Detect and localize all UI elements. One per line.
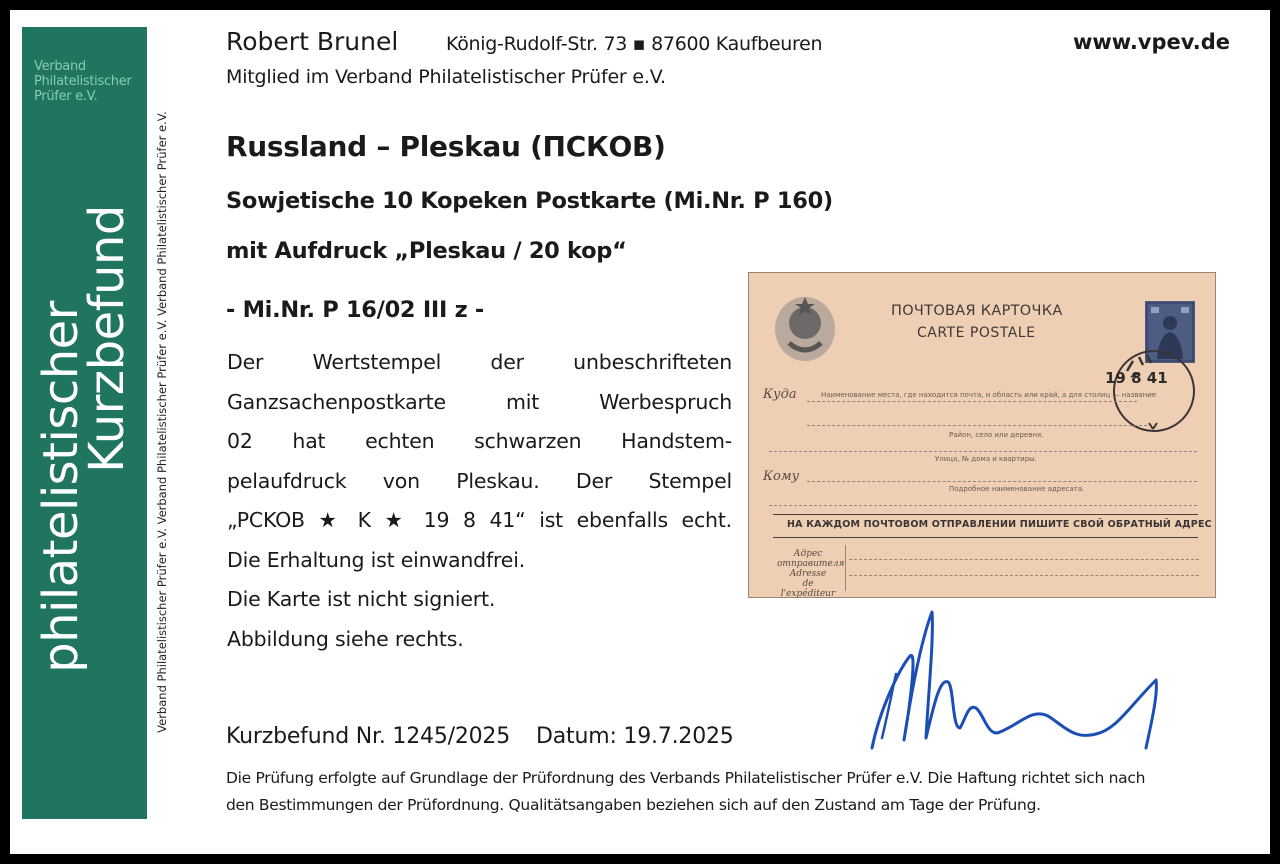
address-line (807, 481, 1197, 482)
return-address-notice (773, 514, 1212, 538)
postcard-subtitle: CARTE POSTALE (917, 325, 1036, 341)
sender-divider (845, 545, 846, 591)
vertical-title-line-1: philatelistischer (33, 301, 89, 673)
membership-line: Mitglied im Verband Philatelistischer Prüfer e.V. (226, 66, 666, 88)
address-hint: Подробное наименование адресата. (949, 485, 1085, 493)
catalog-number: - Mi.Nr. P 16/02 III z - (226, 297, 484, 323)
body-line: Ganzsachenpostkarte mit Werbespruch (227, 389, 732, 414)
vpev-logo (34, 59, 131, 104)
vertical-association-strip: Verband Philatelistischer Prüfer e.V. Verband Philatelistischer Prüfer e.V. Verband Philatelistischer Prüfer e.V. (155, 111, 169, 733)
body-line: „PCKOB ★ K ★ 19 8 41“ ist ebenfalls echt. (227, 508, 732, 532)
examiner-address: König-Rudolf-Str. 73 ▪ 87600 Kaufbeuren (446, 33, 823, 55)
body-line: pelaufdruck von Pleskau. Der Stempel (227, 468, 732, 493)
body-line: 02 hat echten schwarzen Handstem- (227, 429, 732, 453)
sender-label-line: Адрес (793, 549, 823, 559)
notice-text: НА КАЖДОМ ПОЧТОВОМ ОТПРАВЛЕНИИ ПИШИТЕ СВОЙ ОБРАТНЫЙ АДРЕС (787, 519, 1212, 530)
address-line (769, 505, 1197, 506)
body-line: Die Erhaltung ist einwandfrei. (227, 547, 526, 572)
certificate-body (227, 343, 732, 659)
address-line (807, 425, 1147, 426)
subtitle-line: Sowjetische 10 Kopeken Postkarte (Mi.Nr. P 160) (226, 188, 833, 214)
label-whom: Кому (763, 469, 800, 484)
logo-line: Prüfer e.V. (34, 89, 98, 104)
label-to: Куда (763, 387, 797, 402)
examiner-name: Robert Brunel (226, 27, 399, 56)
body-line: Die Karte ist nicht signiert. (227, 587, 496, 611)
body-line: Der Wertstempel der unbeschrifteten (227, 350, 732, 374)
sender-line (849, 559, 1199, 560)
disclaimer-line: Die Prüfung erfolgte auf Grundlage der Prüfordnung des Verbands Philatelistischer Prüfer e.V. Die Haftung richtet sich nach (226, 769, 1146, 787)
soviet-emblem-icon (771, 293, 839, 365)
examiner-signature-icon (860, 608, 1170, 758)
sender-line (849, 591, 1199, 592)
postmark-date: 19 8 41 (1105, 369, 1168, 387)
vertical-title (33, 205, 135, 673)
report-number: Kurzbefund Nr. 1245/2025 (226, 724, 511, 749)
sender-line (849, 575, 1199, 576)
disclaimer-line: den Bestimmungen der Prüfordnung. Qualitätsangaben beziehen sich auf den Zustand am Tage der Prüfung. (226, 796, 1041, 814)
report-info (226, 724, 734, 749)
website-link[interactable]: www.vpev.de (1072, 30, 1230, 54)
body-line: Abbildung siehe rechts. (227, 626, 464, 651)
certificate-title: Russland – Pleskau (ПСКОВ) (226, 130, 666, 163)
address-hint: Улица, № дома и квартиры. (935, 455, 1037, 463)
address-hint: Наименование места, где находится почта, и область или край, а для столиц — название (821, 391, 1157, 399)
disclaimer (226, 765, 1145, 819)
address-hint: Район, село или деревня. (949, 431, 1044, 439)
address-line (807, 401, 1137, 402)
vertical-title-line-2: Kurzbefund (79, 205, 135, 473)
sender-label-line: de l'expéditeur (780, 579, 836, 599)
postcard-image (748, 272, 1216, 598)
address-line (769, 451, 1197, 452)
logo-line: Philatelistischer (34, 74, 132, 89)
sender-label-line: отправителя (777, 559, 845, 569)
subtitle-line: mit Aufdruck „Pleskau / 20 kop“ (226, 238, 627, 264)
sender-label-line: Adresse (789, 569, 827, 579)
sidebar-banner (22, 27, 147, 819)
report-date: Datum: 19.7.2025 (536, 724, 734, 749)
sender-label (777, 549, 845, 599)
logo-line: Verband (34, 59, 86, 74)
postcard-title: ПОЧТОВАЯ КАРТОЧКА (891, 303, 1063, 319)
